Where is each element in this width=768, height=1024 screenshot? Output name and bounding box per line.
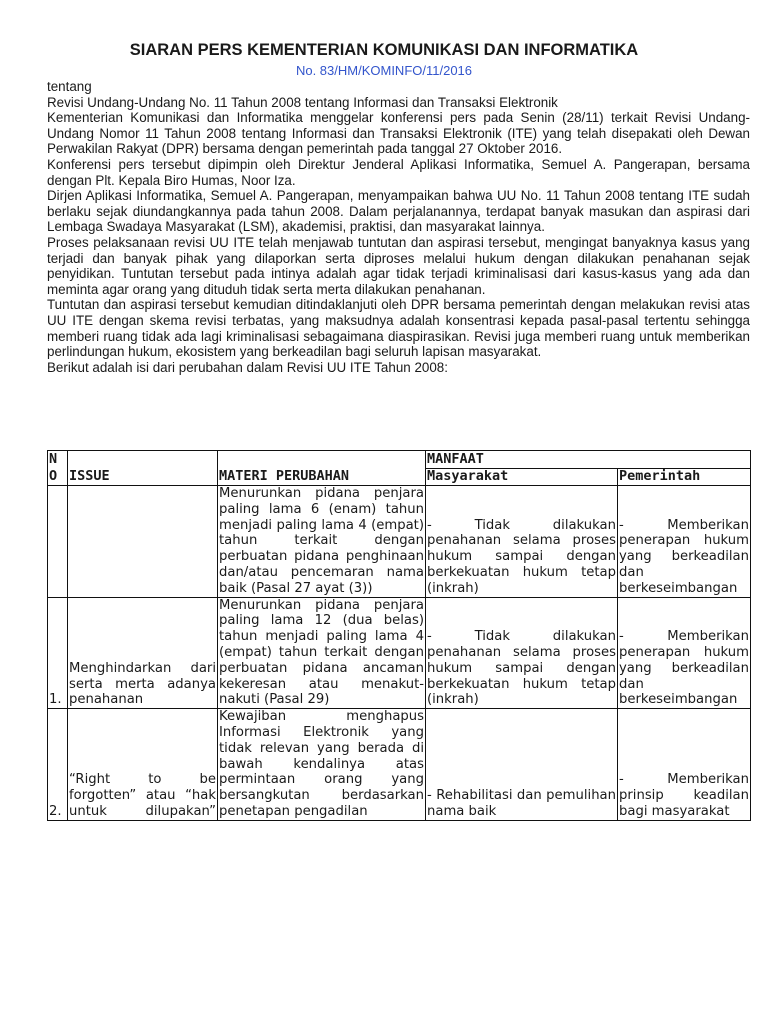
cell-masyarakat: - Tidak dilakukan penahanan selama proses hukum sampai dengan berkekuatan hukum tetap (inkrah) (426, 486, 618, 598)
table-row (48, 486, 751, 598)
paragraph: Revisi Undang-Undang No. 11 Tahun 2008 tentang Informasi dan Transaksi Elektronik (47, 94, 558, 110)
header-issue: ISSUE (68, 451, 218, 486)
cell-no: 2. (48, 709, 68, 821)
cell-pemerintah: - Memberikan prinsip keadilan bagi masyarakat (618, 709, 751, 821)
press-release-title: SIARAN PERS KEMENTERIAN KOMUNIKASI DAN INFORMATIKA (129, 41, 639, 59)
paragraph: Proses pelaksanaan revisi UU ITE telah menjawab tuntutan dan aspirasi tersebut, mengingat banyaknya kasus yang terjadi dan banyak pihak yang dilaporkan serta diproses melalui hukum dengan dilakukan penahanan sejak penyidikan. Tuntutan tersebut pada intinya adalah agar tidak terjadi kriminalisasi dari kasus-kasus yang ada dan meminta agar orang yang dituduh tidak serta merta dilakukan penahanan. (47, 234, 750, 297)
cell-masyarakat: - Tidak dilakukan penahanan selama proses hukum sampai dengan berkekuatan hukum tetap (inkrah) (426, 597, 618, 709)
cell-pemerintah: - Memberikan penerapan hukum yang berkeadilan dan berkeseimbangan (618, 597, 751, 709)
paragraph: Konferensi pers tersebut dipimpin oleh Direktur Jenderal Aplikasi Informatika, Semuel A. Pangerapan, bersama dengan Plt. Kepala Biro Humas, Noor Iza. (47, 156, 750, 188)
paragraph: tentang (47, 79, 92, 94)
cell-no (48, 486, 68, 598)
header-no-bottom: O (49, 468, 58, 484)
header-no (48, 451, 68, 486)
header-materi: MATERI PERUBAHAN (218, 451, 426, 486)
cell-issue: Menghindarkan dari serta merta adanya penahanan (68, 597, 218, 709)
press-release-number: No. 83/HM/KOMINFO/11/2016 (295, 63, 473, 78)
body-text (47, 79, 750, 375)
paragraph: Tuntutan dan aspirasi tersebut kemudian ditindaklanjuti oleh DPR bersama pemerintah dengan melakukan revisi atas UU ITE dengan skema revisi terbatas, yang maksudnya adalah konsentrasi kepada pasal-pasal tertentu sehingga memberi ruang tidak ada lagi kriminalisasi sebagaimana diaspirasikan. Revisi juga memberi ruang untuk memberikan perlindungan hukum, ekosistem yang berkeadilan bagi seluruh lapisan masyarakat. (47, 297, 750, 360)
header-manfaat: MANFAAT (426, 451, 751, 469)
header-pemerintah: Pemerintah (618, 468, 751, 486)
cell-no: 1. (48, 597, 68, 709)
cell-issue: “Right to be forgotten” atau “hak untuk dilupakan” (68, 709, 218, 821)
revision-table (47, 450, 751, 821)
cell-masyarakat: - Rehabilitasi dan pemulihan nama baik (426, 709, 618, 821)
table-row (48, 709, 751, 821)
table-header-row (48, 451, 751, 469)
paragraph: Berikut adalah isi dari perubahan dalam Revisi UU ITE Tahun 2008: (47, 359, 448, 375)
cell-materi: Menurunkan pidana penjara paling lama 6 (enam) tahun menjadi paling lama 4 (empat) tahun terkait dengan perbuatan pidana penghinaan dan/atau pencemaran nama baik (Pasal 27 ayat (3)) (219, 486, 424, 596)
header-no-top: N (49, 451, 58, 467)
cell-materi: Menurunkan pidana penjara paling lama 12 (dua belas) tahun menjadi paling lama 4 (empat) tahun terkait dengan perbuatan pidana ancaman kekeresan atau menakut-nakuti (Pasal 29) (219, 597, 424, 708)
paragraph: Kementerian Komunikasi dan Informatika menggelar konferensi pers pada Senin (28/11) terkait Revisi Undang-Undang Nomor 11 Tahun 2008 tentang Informasi dan Transaksi Elektronik (ITE) yang telah disepakati oleh Dewan Perwakilan Rakyat (DPR) bersama dengan pemerintah pada tanggal 27 Oktober 2016. (47, 110, 750, 157)
cell-pemerintah: - Memberikan penerapan hukum yang berkeadilan dan berkeseimbangan (618, 486, 751, 598)
paragraph: Dirjen Aplikasi Informatika, Semuel A. Pangerapan, menyampaikan bahwa UU No. 11 Tahun 2008 tentang ITE sudah berlaku sejak diundangkannya pada tahun 2008. Dalam perjalanannya, terdapat banyak masukan dan aspirasi dari Lembaga Swadaya Masyarakat (LSM), akademisi, praktisi, dan masyarakat lainnya. (47, 188, 750, 235)
cell-materi: Kewajiban menghapus Informasi Elektronik yang tidak relevan yang berada di bawah kendalinya atas permintaan orang yang bersangkutan berdasarkan penetapan pengadilan (219, 709, 424, 819)
table-row (48, 597, 751, 709)
header-masyarakat: Masyarakat (426, 468, 618, 486)
cell-issue (68, 486, 218, 598)
